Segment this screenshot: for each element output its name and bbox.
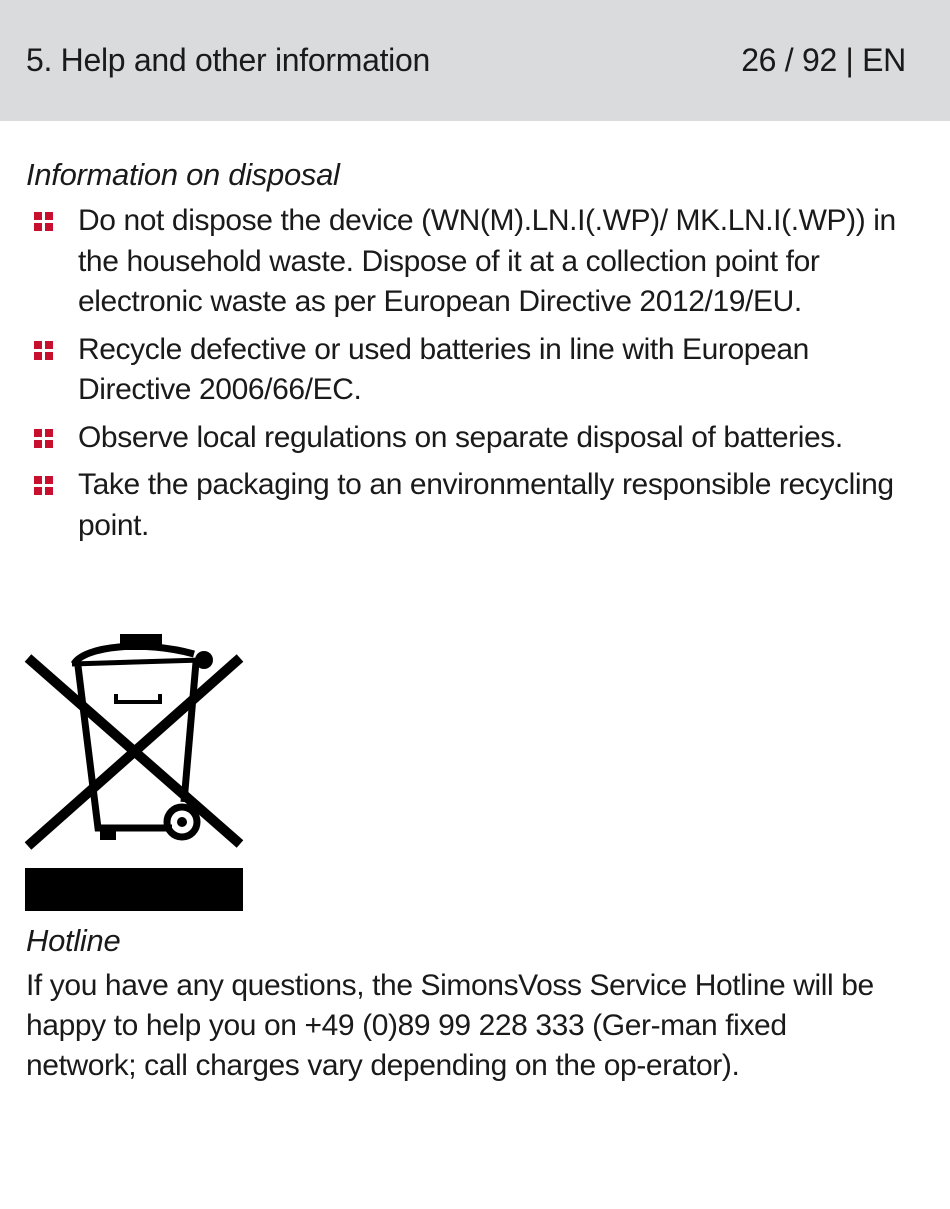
disposal-list	[26, 201, 926, 553]
hotline-text: If you have any questions, the SimonsVoss Service Hotline will be happy to help you on +49 (0)89 99 228 333 (Ger-man fixed network; call charges vary depending on the op-erator).	[26, 969, 874, 1082]
list-item	[26, 465, 926, 546]
list-item-text: Observe local regulations on separate disposal of batteries.	[78, 420, 843, 454]
bullet-squares-icon	[34, 429, 54, 449]
list-item-text: Do not dispose the device (WN(M).LN.I(.WP)/ MK.LN.I(.WP)) in the household waste. Dispose of it at a collection point for electronic waste as per European Directive 2012/19/EU.	[78, 204, 896, 318]
list-item	[26, 418, 926, 459]
hotline-heading: Hotline	[26, 923, 121, 958]
bullet-squares-icon	[34, 212, 54, 232]
bullet-squares-icon	[34, 341, 54, 361]
disposal-heading: Information on disposal	[26, 157, 340, 192]
bullet-squares-icon	[34, 476, 54, 496]
list-item	[26, 201, 926, 323]
section-title: 5. Help and other information	[26, 42, 430, 78]
crossed-out-wheeled-bin-icon	[24, 632, 246, 914]
list-item-text: Recycle defective or used batteries in line with European Directive 2006/66/EC.	[78, 332, 809, 406]
list-item-text: Take the packaging to an environmentally responsible recycling point.	[78, 468, 894, 542]
list-item	[26, 330, 926, 411]
page-header	[0, 0, 950, 121]
page-indicator: 26 / 92 | EN	[741, 42, 906, 78]
